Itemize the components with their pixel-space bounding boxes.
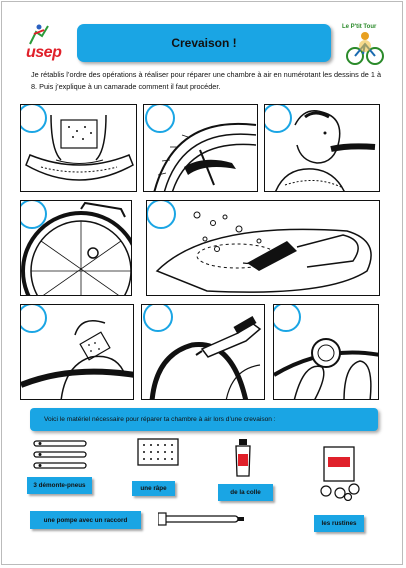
usep-logo-text: usep [26,44,62,61]
step-number-circle-5[interactable] [146,200,176,229]
materials-heading: Voici le matériel nécessaire pour réparer ta chambre à air lors d’une crevaison : [30,408,378,431]
ptit-tour-logo-text: Le P'tit Tour [342,24,377,30]
glue-tube-icon [232,438,254,478]
label-patches: les rustines [314,515,364,532]
page-title: Crevaison ! [77,24,331,62]
step-image-5 [146,200,380,296]
label-glue: de la colle [218,484,273,501]
step-image-4 [20,200,132,296]
step-image-7 [141,304,265,400]
step-image-1 [20,104,137,192]
label-pump: une pompe avec un raccord [30,511,141,529]
step-image-3 [264,104,380,192]
step-number-circle-2[interactable] [145,104,175,133]
label-tire-levers: 3 démonte-pneus [27,477,92,494]
step-image-2 [143,104,258,192]
marking-hole-illustration [147,201,380,296]
step-image-8 [273,304,379,400]
usep-runner-icon [20,22,60,46]
pump-icon [158,510,244,530]
tire-levers-icon [30,437,90,473]
usep-logo [20,22,76,64]
rasp-icon [136,437,180,467]
ptit-tour-logo [340,24,390,70]
patch-kit-icon [318,445,362,501]
cyclist-icon [340,24,390,70]
step-image-6 [20,304,134,400]
label-rasp: une râpe [132,481,175,496]
instructions-text: Je rétablis l’ordre des opérations à réaliser pour réparer une chambre à air en numérotant les dessins de 1 à 8. Puis j’explique à un camarade comment il faut procéder. [31,70,382,91]
